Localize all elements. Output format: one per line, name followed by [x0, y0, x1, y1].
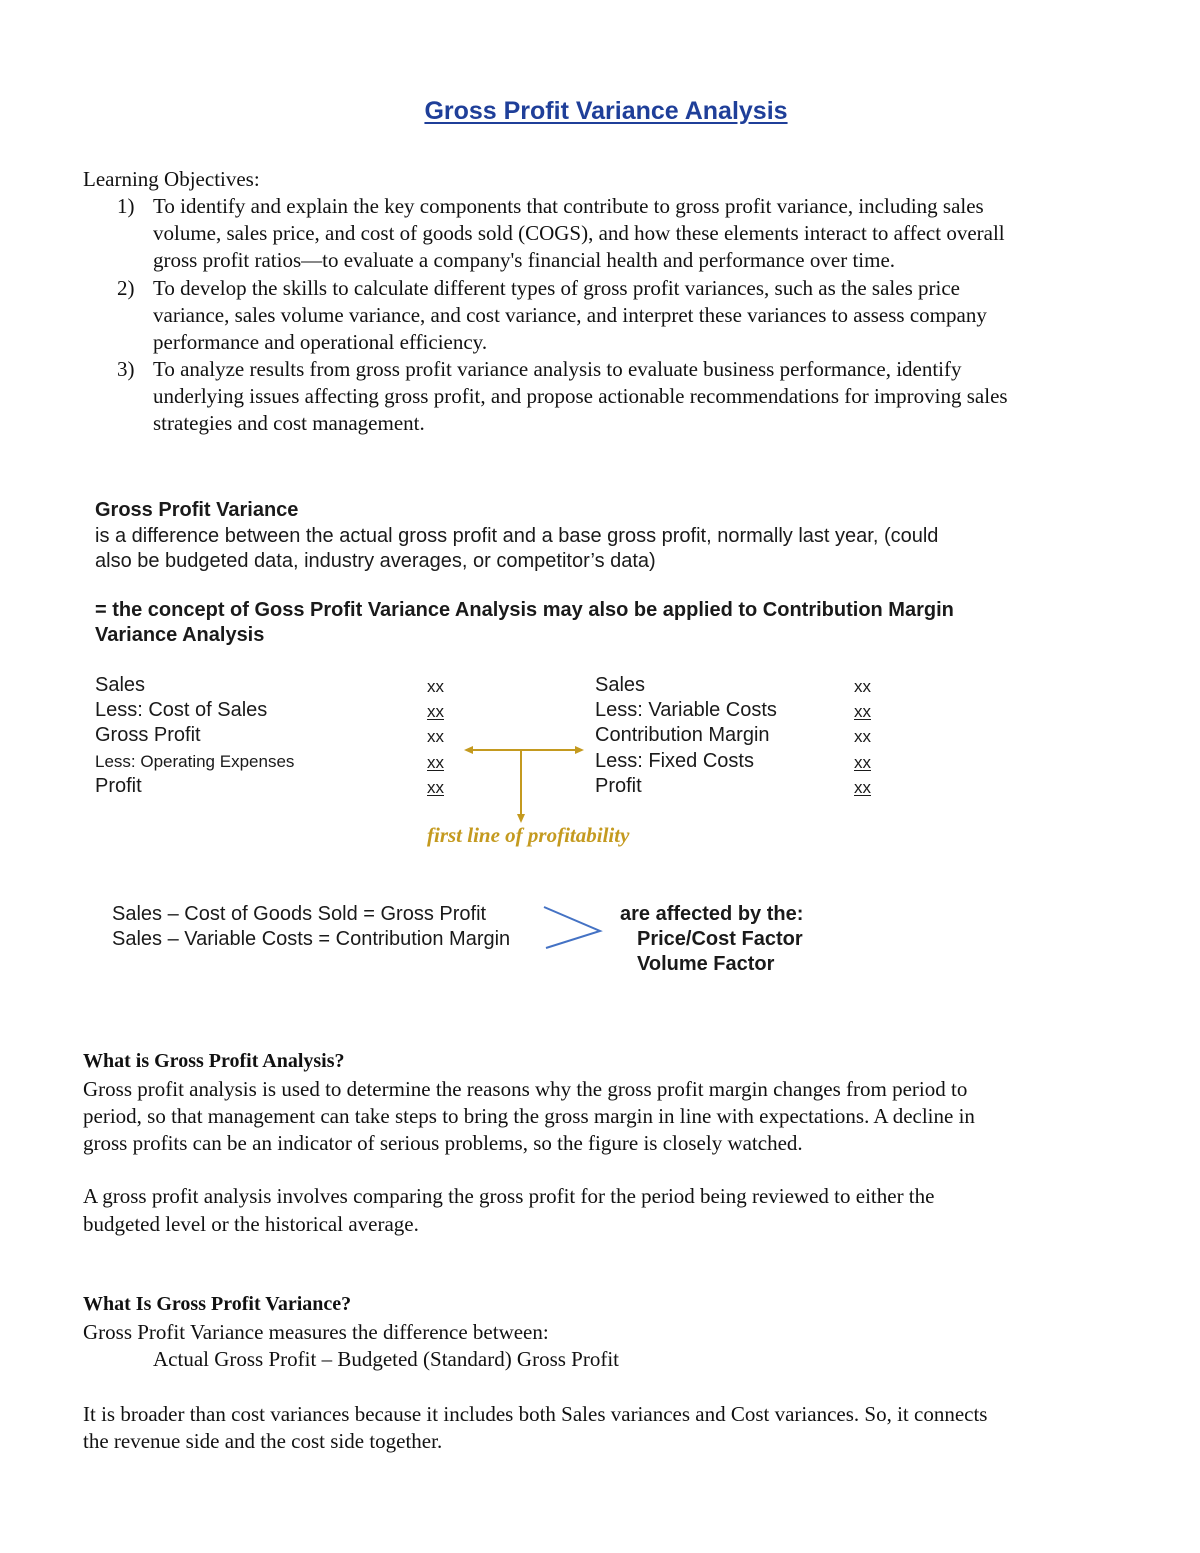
left-statement-label: Gross Profit [95, 724, 201, 746]
objective-text-line: variance, sales volume variance, and cost variance, and interpret these variances to assess company [153, 303, 987, 327]
left-statement-value: xx [427, 727, 444, 746]
right-statement-label: Profit [595, 775, 642, 797]
right-statement-value: xx [854, 702, 871, 721]
section-heading-analysis: What is Gross Profit Analysis? [83, 1050, 345, 1072]
right-statement-value: xx [854, 727, 871, 746]
objective-text-line: strategies and cost management. [153, 411, 425, 435]
document-title: Gross Profit Variance Analysis [424, 97, 788, 125]
objective-text-line: To identify and explain the key components that contribute to gross profit variance, including sales [153, 194, 984, 218]
right-statement-value: xx [854, 778, 871, 797]
objective-text-line: volume, sales price, and cost of goods sold (COGS), and how these elements interact to affect overall [153, 221, 1005, 245]
left-statement-label: Less: Cost of Sales [95, 699, 268, 721]
paragraph-line: A gross profit analysis involves comparing the gross profit for the period being reviewed to either the [83, 1184, 935, 1208]
paragraph-line: budgeted level or the historical average. [83, 1212, 419, 1236]
right-statement-label: Sales [595, 674, 646, 696]
objective-text-line: gross profit ratios—to evaluate a company's financial health and performance over time. [153, 248, 896, 272]
figure-definition-line: is a difference between the actual gross profit and a base gross profit, normally last year, (could [95, 525, 939, 547]
left-statement-value: xx [427, 677, 444, 696]
learning-objectives-label: Learning Objectives: [83, 167, 260, 191]
objective-text-line: To analyze results from gross profit variance analysis to evaluate business performance, identify [153, 357, 962, 381]
objective-number: 3) [117, 357, 135, 381]
variance-intro: Gross Profit Variance measures the difference between: [83, 1320, 549, 1344]
figure-concept-line: = the concept of Goss Profit Variance Analysis may also be applied to Contribution Margin [95, 599, 954, 621]
left-statement-label: Less: Operating Expenses [95, 752, 295, 771]
left-statement-value: xx [427, 778, 444, 797]
paragraph-line: period, so that management can take steps to bring the gross margin in line with expectations. A decline in [83, 1104, 975, 1128]
profitability-arrow [460, 740, 590, 830]
objective-text-line: To develop the skills to calculate different types of gross profit variances, such as the sales price [153, 276, 960, 300]
right-statement-label: Contribution Margin [595, 724, 770, 746]
factor-volume: Volume Factor [637, 953, 775, 975]
figure-definition-line: also be budgeted data, industry averages, or competitor’s data) [95, 550, 656, 572]
affected-by-label: are affected by the: [620, 903, 804, 925]
paragraph-line: Gross profit analysis is used to determine the reasons why the gross profit margin changes from period to [83, 1077, 968, 1101]
equation-contribution-margin: Sales – Variable Costs = Contribution Margin [112, 928, 511, 950]
paragraph-line: the revenue side and the cost side together. [83, 1429, 443, 1453]
equation-gross-profit: Sales – Cost of Goods Sold = Gross Profit [112, 903, 487, 925]
figure-heading: Gross Profit Variance [95, 499, 299, 521]
right-statement-value: xx [854, 753, 871, 772]
factor-price-cost: Price/Cost Factor [637, 928, 803, 950]
objective-text-line: underlying issues affecting gross profit, and propose actionable recommendations for improving sales [153, 384, 1008, 408]
right-statement-label: Less: Fixed Costs [595, 750, 754, 772]
paragraph-line: It is broader than cost variances because it includes both Sales variances and Cost variances. So, it connects [83, 1402, 988, 1426]
right-statement-value: xx [854, 677, 871, 696]
left-statement-value: xx [427, 753, 444, 772]
profitability-label: first line of profitability [427, 823, 630, 847]
objective-text-line: performance and operational efficiency. [153, 330, 488, 354]
left-statement-value: xx [427, 702, 444, 721]
figure-concept-line: Variance Analysis [95, 624, 265, 646]
paragraph-line: gross profits can be an indicator of serious problems, so the figure is closely watched. [83, 1131, 803, 1155]
variance-formula: Actual Gross Profit – Budgeted (Standard) Gross Profit [153, 1347, 620, 1371]
left-statement-label: Sales [95, 674, 146, 696]
section-heading-variance: What Is Gross Profit Variance? [83, 1293, 352, 1315]
right-statement-label: Less: Variable Costs [595, 699, 777, 721]
objective-number: 2) [117, 276, 135, 300]
left-statement-label: Profit [95, 775, 142, 797]
objective-number: 1) [117, 194, 135, 218]
chevron-right-icon [540, 902, 606, 952]
